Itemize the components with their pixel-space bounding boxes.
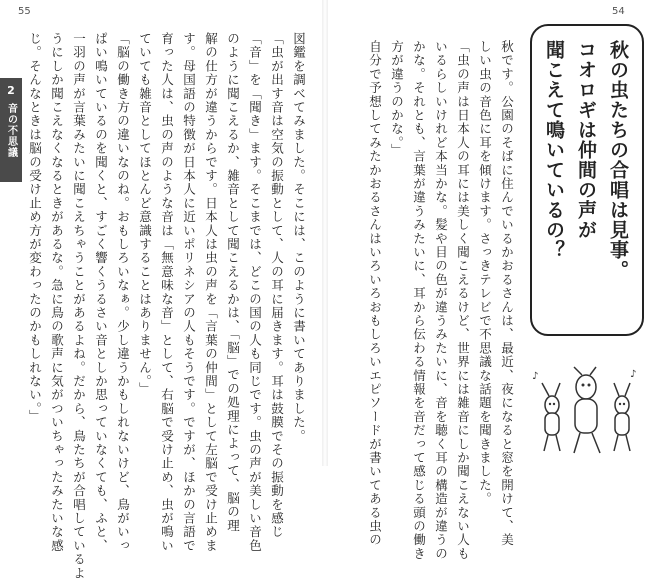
book-gutter xyxy=(322,0,328,466)
left-text-column: じ。そんなときは脳の受け止め方が変わったのかもしれない。」 xyxy=(27,32,43,424)
right-text-column: 秋です。公園のそばに住んでいるかおるさんは、最近、夜になると窓を開けて、美 xyxy=(499,40,515,547)
svg-text:♪: ♪ xyxy=(630,369,637,380)
page-number-right: 54 xyxy=(612,6,625,17)
right-text-column: 方が違うのかな。」 xyxy=(389,40,405,158)
page-number-left: 55 xyxy=(18,6,31,17)
right-text-column: 「虫の声は日本人の耳には美しく聞こえるけど、世界には雑音にしか聞こえない人も xyxy=(455,40,471,561)
left-text-column: ぱい鳴いているのを聞くと、すごく響くうるさい音としか思っていなくても、ふと、 xyxy=(93,32,109,553)
left-text-column: 育った人は、虫の声のような音は「無意味な音」として、右脳で受け止め、虫が鳴い xyxy=(159,32,175,553)
right-text-column: しい虫の音色に耳を傾けます。さっきテレビで不思議な話題を聞きました。 xyxy=(477,40,493,506)
right-text-column: かな。それとも、言葉が違うみたいに、耳から伝わる情報を音だって感じる頭の働き xyxy=(411,40,427,561)
left-text-column: す。母国語の特徴が日本人に近いポリネシアの人もそうです。ですが、ほかの言語で xyxy=(181,32,197,553)
left-text-column: ていても雑音としてほとんど意識することはありません。」 xyxy=(137,32,153,396)
left-text-column: 一羽の声が言葉みたいに聞こえちゃうことがあるよね。だから、鳥たちが合唱しているよ xyxy=(71,32,87,580)
left-text-column: 「脳の働き方の違いなのね。おもしろいなぁ。少し違うかもしれないけど、鳥がいっ xyxy=(115,32,131,553)
left-text-column: うにしか聞こえなくなるときがあるな。急に鳥の歌声に気がついちゃったみたいな感 xyxy=(49,32,65,553)
left-text-column: のように聞こえるか、雑音として聞こえるかは、「脳」での処理によって、脳の理 xyxy=(225,32,241,533)
crickets-illustration xyxy=(530,365,642,455)
left-text-column: 「虫が出す音は空気の振動として、人の耳に届きます。耳は鼓膜でその振動を感じ xyxy=(269,32,285,539)
title-line-1: 秋の虫たちの合唱は見事。 xyxy=(607,40,629,280)
chapter-label: 音の不思議 xyxy=(5,103,17,158)
left-text-column: 解の仕方が違うからです。日本人は虫の声を「言葉の仲間」として左脳で受け止めま xyxy=(203,32,219,553)
title-line-2: コオロギは仲間の声が xyxy=(575,40,597,240)
chapter-number: 2 xyxy=(7,84,15,97)
right-text-column: 自分で予想してみたかおるさんはいろいろおもしろいエピソードが書いてある虫の xyxy=(367,40,383,547)
chapter-title-box xyxy=(530,24,644,336)
right-text-column: いるらしいけれど本当かな。髪や目の色が違うみたいに、音を聴く耳の構造が違うの xyxy=(433,40,449,561)
chapter-tab xyxy=(0,78,22,182)
left-text-column: 図鑑を調べてみました。そこには、このように書いてありました。 xyxy=(291,32,307,443)
svg-text:♪: ♪ xyxy=(532,371,539,382)
title-line-3: 聞こえて鳴いているの？ xyxy=(543,40,565,260)
left-text-column: 「音」を「聞き」ます。そこまでは、どこの国の人も同じです。虫の声が美しい音色 xyxy=(247,32,263,553)
